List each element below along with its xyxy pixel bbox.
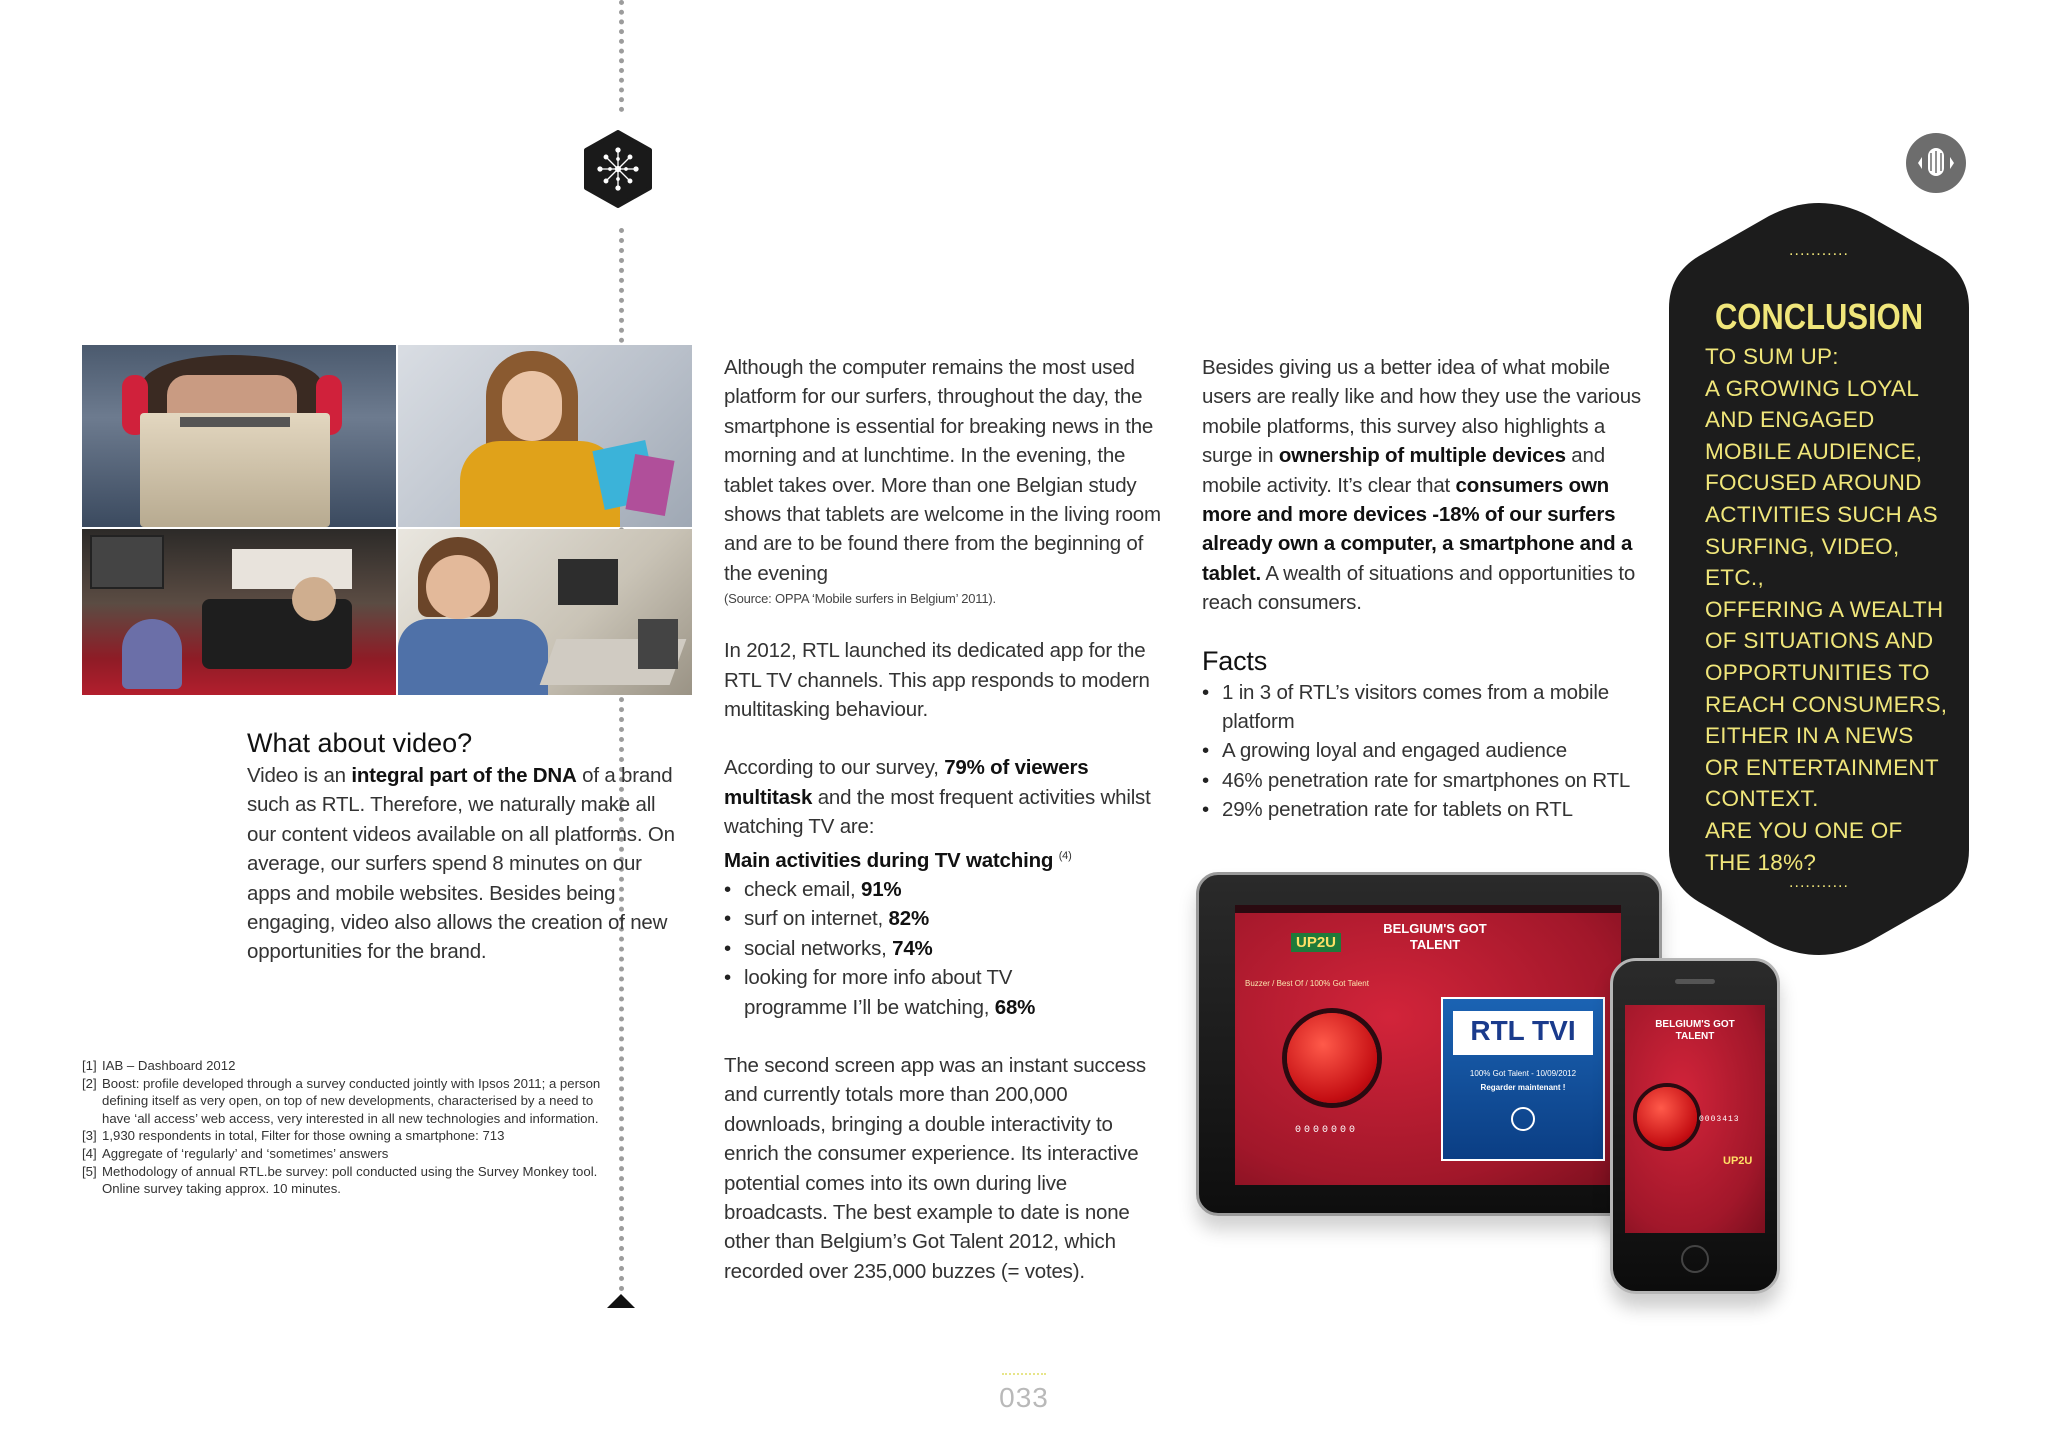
conclusion-line: EITHER IN A NEWS bbox=[1705, 723, 1914, 749]
timeline-dotted-line-top bbox=[619, 0, 624, 112]
tablet-watch-line: Regarder maintenant ! bbox=[1480, 1083, 1566, 1092]
photo-family-living-room bbox=[82, 529, 396, 695]
tablet-screen bbox=[1235, 905, 1621, 1185]
tablet-buzzer-button[interactable] bbox=[1287, 1013, 1377, 1103]
footnote-number: [5] bbox=[82, 1163, 97, 1179]
phone-screen bbox=[1625, 1005, 1765, 1233]
conclusion-line: OF SITUATIONS AND bbox=[1705, 628, 1934, 654]
conclusion-line: OR ENTERTAINMENT bbox=[1705, 754, 1939, 780]
footnote-number: [4] bbox=[82, 1145, 97, 1161]
photo-man-laptop bbox=[398, 529, 692, 695]
footnote-number: [3] bbox=[82, 1128, 97, 1144]
conclusion-line: MOBILE AUDIENCE, bbox=[1705, 438, 1923, 464]
phone-counter: 0003413 bbox=[1699, 1115, 1740, 1124]
footnote-number: [1] bbox=[82, 1058, 97, 1073]
right-column bbox=[1202, 353, 1652, 825]
conclusion-line: SURFING, VIDEO, ETC., bbox=[1705, 533, 1900, 591]
list-item bbox=[744, 963, 1084, 1022]
conclusion-dots-bottom: ........... bbox=[1789, 874, 1849, 891]
activity-value: 82% bbox=[888, 907, 929, 931]
footnote-text: Aggregate of ‘regularly’ and ‘sometimes’ answers bbox=[102, 1145, 389, 1161]
facts-list bbox=[1202, 678, 1652, 825]
footnotes bbox=[82, 1057, 602, 1198]
list-item: • A growing loyal and engaged audience bbox=[1222, 736, 1652, 765]
tablet-badge: UP2U bbox=[1291, 933, 1341, 952]
conclusion-line: CONTEXT. bbox=[1705, 786, 1819, 812]
video-text-post: of a brand such as RTL. Therefore, we naturally make all our content videos available on all platforms. On average, our surfers spend 8 minutes on our apps and mobile websites. Besides being engaging, video also allows the creation of new opportunities for the brand. bbox=[247, 764, 675, 964]
middle-paragraph-4: The second screen app was an instant success and currently totals more than 200,000 downloads, bringing a double interactivity to enrich the consumer experience. Its interactive potential comes into its own during live broadcasts. The best example to date is none other than Belgium’s Got Talent 2012, which recorded over 235,000 buzzes (= votes). bbox=[724, 1053, 1146, 1283]
conclusion-line: FOCUSED AROUND bbox=[1705, 470, 1922, 496]
footnote bbox=[82, 1145, 602, 1163]
conclusion-text bbox=[1705, 341, 1965, 878]
middle-column bbox=[724, 353, 1170, 1286]
list-item: • 1 in 3 of RTL’s visitors comes from a mobile platform bbox=[1222, 678, 1652, 737]
smartphone-device bbox=[1610, 958, 1780, 1294]
activity-value: 68% bbox=[994, 995, 1036, 1019]
activities-list bbox=[724, 875, 1170, 1022]
photo-woman-smartphone-shopping bbox=[398, 345, 692, 527]
footnote bbox=[82, 1163, 602, 1198]
channel-logo: RTL TVI bbox=[1470, 1015, 1576, 1046]
video-text-bold: integral part of the DNA bbox=[351, 764, 577, 787]
conclusion-line: REACH CONSUMERS, bbox=[1705, 691, 1948, 717]
conclusion-line: ACTIVITIES SUCH AS bbox=[1705, 501, 1938, 527]
conclusion-dots-top: ........... bbox=[1789, 242, 1849, 259]
tablet-date-line: 100% Got Talent - 10/09/2012 bbox=[1469, 1069, 1577, 1078]
survey-text-bold: 79% of viewers multitask bbox=[724, 756, 1089, 809]
footnote bbox=[82, 1057, 602, 1075]
source-note: (Source: OPPA ‘Mobile surfers in Belgium’ 2011). bbox=[724, 591, 996, 607]
activities-title bbox=[724, 842, 1170, 875]
conclusion-title: CONCLUSION bbox=[1714, 296, 1924, 337]
right-paragraph-1 bbox=[1202, 353, 1652, 618]
tablet-video-panel bbox=[1441, 997, 1605, 1161]
activity-label: social networks, bbox=[744, 936, 893, 960]
survey-text-post: and the most frequent activities whilst watching TV are: bbox=[724, 785, 1151, 839]
conclusion-line: A GROWING LOYAL bbox=[1705, 375, 1920, 401]
devices-text-bold-1: ownership of multiple devices bbox=[1278, 444, 1566, 468]
activity-label: looking for more info about TV programme I’ll be watching, bbox=[744, 966, 1013, 1019]
tablet-counter: 0000000 bbox=[1295, 1125, 1359, 1136]
devices-text-bold-2: consumers own more and more devices -18% of our surfers already own a computer, a smartphone and a tablet. bbox=[1202, 473, 1633, 585]
devices-text-d: A wealth of situations and opportunities to reach consumers. bbox=[1202, 561, 1636, 615]
phone-show-title: BELGIUM'S GOT TALENT bbox=[1655, 1019, 1735, 1042]
conclusion-line: OPPORTUNITIES TO bbox=[1705, 659, 1930, 685]
activity-label: check email, bbox=[744, 877, 862, 901]
list-item bbox=[744, 875, 1170, 904]
page-number: 033 bbox=[999, 1382, 1049, 1413]
photo-collage bbox=[82, 345, 692, 695]
home-button[interactable] bbox=[1681, 1245, 1709, 1273]
list-item: • 29% penetration rate for tablets on RTL bbox=[1222, 795, 1652, 824]
devices-text-c: and mobile activity. It’s clear that bbox=[1202, 444, 1605, 497]
footnote bbox=[82, 1127, 602, 1145]
tablet-show-title: BELGIUM'S GOT TALENT bbox=[1383, 921, 1487, 952]
middle-paragraph-2: In 2012, RTL launched its dedicated app for the RTL TV channels. This app responds to modern multitasking behaviour. bbox=[724, 639, 1150, 722]
play-icon[interactable] bbox=[1511, 1107, 1535, 1131]
video-paragraph bbox=[247, 761, 689, 967]
devices-text-a: Besides giving us a better idea of what mobile users are really like and how they use the various mobile platforms, this survey also highlights a surge in bbox=[1202, 356, 1641, 468]
conclusion-line: OFFERING A WEALTH bbox=[1705, 596, 1944, 622]
tablet-device bbox=[1196, 872, 1662, 1216]
list-item: • 46% penetration rate for smartphones on RTL bbox=[1222, 766, 1652, 795]
conclusion-line: TO SUM UP: bbox=[1705, 344, 1839, 369]
video-text-pre: Video is an bbox=[247, 764, 352, 787]
footnote-text: Methodology of annual RTL.be survey: poll conducted using the Survey Monkey tool. Online survey taking approx. 10 minutes. bbox=[102, 1163, 598, 1197]
list-item bbox=[744, 904, 1170, 933]
conclusion-line: AND ENGAGED bbox=[1705, 407, 1875, 433]
conclusion-line: THE 18%? bbox=[1705, 849, 1817, 875]
footnote bbox=[82, 1075, 602, 1128]
tablet-tab-label: Buzzer / Best Of / 100% Got Talent bbox=[1245, 979, 1369, 988]
network-hub-icon bbox=[582, 130, 654, 208]
activities-ref: (4) bbox=[1058, 849, 1072, 862]
activity-value: 91% bbox=[861, 877, 902, 901]
footnote-text: 1,930 respondents in total, Filter for those owning a smartphone: 713 bbox=[102, 1128, 505, 1144]
footnote-number: [2] bbox=[82, 1075, 97, 1091]
footnote-text: IAB – Dashboard 2012 bbox=[102, 1058, 236, 1073]
page-number-rule bbox=[1002, 1373, 1046, 1375]
microphone-icon bbox=[1906, 133, 1966, 193]
footnote-text: Boost: profile developed through a survey conducted jointly with Ipsos 2011; a person defining itself as very open, on top of new developments, characterised by a need to have ‘all access’ web access, very interested in all new technologies and information. bbox=[102, 1075, 601, 1126]
activity-value: 74% bbox=[892, 936, 933, 960]
survey-text-pre: According to our survey, bbox=[724, 756, 945, 780]
facts-heading: Facts bbox=[1202, 645, 1268, 676]
activity-label: surf on internet, bbox=[744, 907, 889, 931]
activities-title-text: Main activities during TV watching bbox=[724, 848, 1054, 872]
triangle-up-icon bbox=[607, 1294, 635, 1308]
phone-badge: UP2U bbox=[1723, 1155, 1753, 1167]
section-heading-video: What about video? bbox=[247, 728, 473, 758]
middle-paragraph-3 bbox=[724, 753, 1170, 841]
phone-buzzer-button[interactable] bbox=[1637, 1087, 1697, 1147]
photo-woman-headphones-tablet bbox=[82, 345, 396, 527]
list-item bbox=[744, 934, 1170, 963]
conclusion-line: ARE YOU ONE OF bbox=[1705, 817, 1903, 843]
middle-paragraph-1: Although the computer remains the most used platform for our surfers, throughout the day, the smartphone is essential for breaking news in the morning and at lunchtime. In the evening, the tablet takes over. More than one Belgian study shows that tablets are welcome in the living room and are to be found there from the beginning of the evening bbox=[724, 356, 1161, 585]
conclusion-badge bbox=[1669, 198, 1969, 960]
